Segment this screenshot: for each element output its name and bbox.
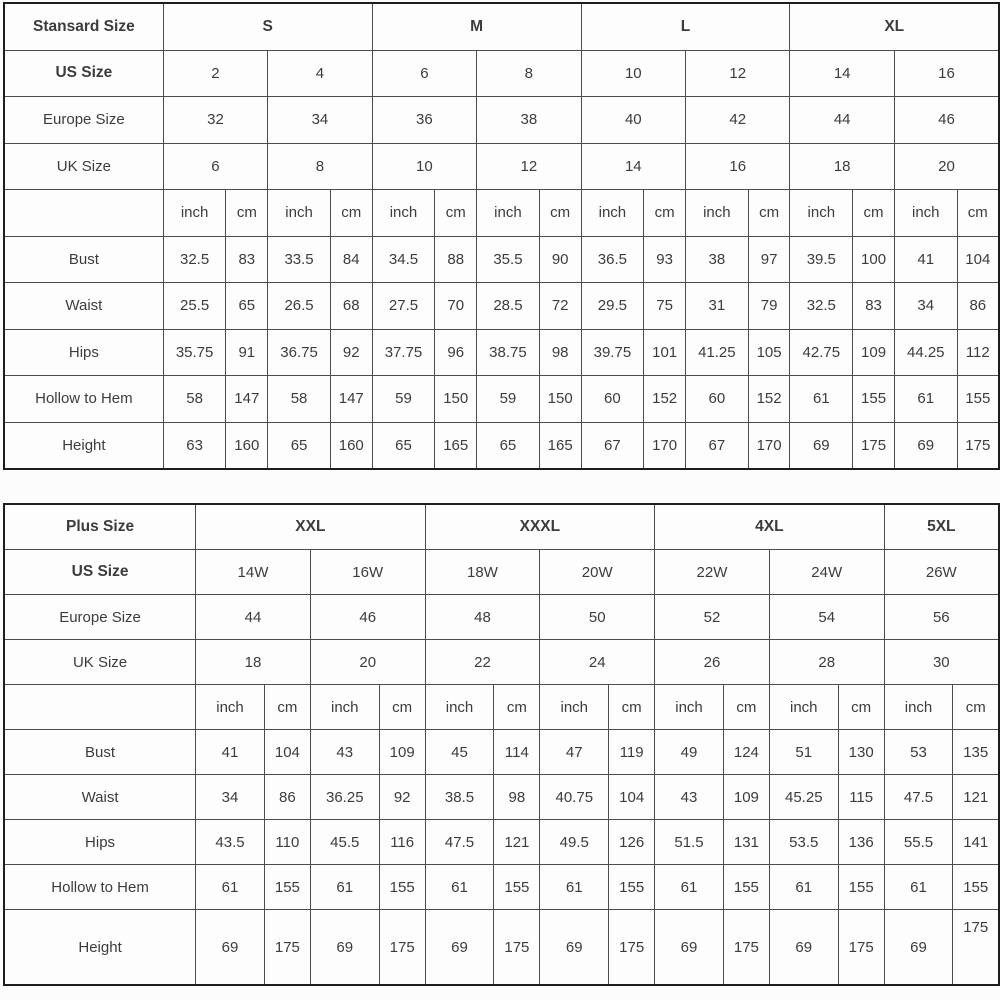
size-value: 8 [268, 143, 372, 190]
measurement-value: 70 [435, 283, 477, 330]
measurement-value: 155 [838, 865, 884, 910]
size-value: 20 [894, 143, 999, 190]
size-value: 10 [372, 143, 476, 190]
unit-inch-label: inch [196, 685, 265, 730]
measurement-value: 105 [748, 329, 790, 376]
measurement-row [4, 422, 999, 469]
measurement-value: 130 [838, 730, 884, 775]
measurement-value: 43 [310, 730, 379, 775]
measurement-value: 67 [686, 422, 749, 469]
size-value: 30 [884, 640, 999, 685]
row-label: Hips [4, 820, 196, 865]
measurement-value: 59 [477, 376, 540, 423]
size-value: 22 [425, 640, 540, 685]
measurement-value: 155 [953, 865, 999, 910]
empty-corner-cell [4, 685, 196, 730]
measurement-value: 36.75 [268, 329, 331, 376]
measurement-value: 150 [435, 376, 477, 423]
measurement-value: 61 [884, 865, 953, 910]
measurement-value: 55.5 [884, 820, 953, 865]
size-group-header: M [372, 3, 581, 50]
measurement-value: 61 [790, 376, 853, 423]
measurement-value: 33.5 [268, 236, 331, 283]
measurement-value: 41 [196, 730, 265, 775]
row-label: Hollow to Hem [4, 376, 163, 423]
measurement-value: 65 [372, 422, 435, 469]
measurement-value: 88 [435, 236, 477, 283]
measurement-value: 72 [539, 283, 581, 330]
measurement-value: 61 [894, 376, 957, 423]
size-group-header: S [163, 3, 372, 50]
measurement-value: 47 [540, 730, 609, 775]
measurement-value: 44.25 [894, 329, 957, 376]
measurement-value: 47.5 [884, 775, 953, 820]
measurement-value: 41.25 [686, 329, 749, 376]
measurement-value: 43.5 [196, 820, 265, 865]
measurement-value: 104 [957, 236, 999, 283]
measurement-value: 175 [494, 910, 540, 986]
unit-cm-label: cm [435, 190, 477, 237]
measurement-value: 45.25 [769, 775, 838, 820]
measurement-value: 38.75 [477, 329, 540, 376]
measurement-value: 26.5 [268, 283, 331, 330]
measurement-value: 170 [644, 422, 686, 469]
size-conversion-row [4, 595, 999, 640]
measurement-value: 124 [723, 730, 769, 775]
measurement-value: 165 [435, 422, 477, 469]
size-value: 24W [769, 550, 884, 595]
size-value: 6 [372, 50, 476, 97]
size-conversion-row [4, 143, 999, 190]
unit-cm-label: cm [957, 190, 999, 237]
measurement-value: 175 [957, 422, 999, 469]
unit-inch-label: inch [581, 190, 644, 237]
size-group-header: XXL [196, 504, 426, 550]
measurement-value: 35.5 [477, 236, 540, 283]
measurement-value: 160 [330, 422, 372, 469]
unit-inch-label: inch [425, 685, 494, 730]
measurement-value: 141 [953, 820, 999, 865]
measurement-value: 155 [957, 376, 999, 423]
measurement-value: 58 [163, 376, 226, 423]
measurement-value: 131 [723, 820, 769, 865]
corner-label: Plus Size [4, 504, 196, 550]
measurement-value: 96 [435, 329, 477, 376]
unit-cm-label: cm [723, 685, 769, 730]
measurement-value: 61 [310, 865, 379, 910]
measurement-value: 61 [540, 865, 609, 910]
measurement-value: 109 [723, 775, 769, 820]
measurement-value: 60 [686, 376, 749, 423]
row-label: Hips [4, 329, 163, 376]
measurement-value: 175 [838, 910, 884, 986]
row-label: Europe Size [4, 97, 163, 144]
measurement-value: 126 [609, 820, 655, 865]
measurement-value: 150 [539, 376, 581, 423]
measurement-row [4, 775, 999, 820]
row-label: Waist [4, 283, 163, 330]
measurement-value: 25.5 [163, 283, 226, 330]
measurement-value: 175 [264, 910, 310, 986]
measurement-value: 155 [609, 865, 655, 910]
size-conversion-row [4, 97, 999, 144]
measurement-value: 53.5 [769, 820, 838, 865]
size-value: 32 [163, 97, 267, 144]
unit-cm-label: cm [494, 685, 540, 730]
measurement-row [4, 865, 999, 910]
unit-inch-label: inch [686, 190, 749, 237]
size-value: 18 [790, 143, 894, 190]
size-value: 34 [268, 97, 372, 144]
row-label: Bust [4, 236, 163, 283]
measurement-value: 92 [379, 775, 425, 820]
unit-cm-label: cm [226, 190, 268, 237]
measurement-value: 175 [953, 910, 999, 986]
measurement-value: 65 [268, 422, 331, 469]
measurement-value: 170 [748, 422, 790, 469]
unit-inch-label: inch [268, 190, 331, 237]
measurement-value: 34.5 [372, 236, 435, 283]
row-label: Hollow to Hem [4, 865, 196, 910]
size-value: 20W [540, 550, 655, 595]
size-group-header: 5XL [884, 504, 999, 550]
size-value: 46 [310, 595, 425, 640]
measurement-value: 90 [539, 236, 581, 283]
measurement-value: 49.5 [540, 820, 609, 865]
unit-header-row [4, 685, 999, 730]
measurement-value: 32.5 [163, 236, 226, 283]
measurement-value: 155 [723, 865, 769, 910]
measurement-value: 135 [953, 730, 999, 775]
measurement-value: 147 [330, 376, 372, 423]
size-value: 24 [540, 640, 655, 685]
unit-inch-label: inch [894, 190, 957, 237]
size-value: 16 [686, 143, 790, 190]
measurement-value: 27.5 [372, 283, 435, 330]
size-group-header: 4XL [655, 504, 885, 550]
size-value: 18W [425, 550, 540, 595]
measurement-value: 65 [477, 422, 540, 469]
measurement-row [4, 329, 999, 376]
measurement-value: 101 [644, 329, 686, 376]
size-chart-table-plus [3, 503, 1000, 986]
measurement-value: 43 [655, 775, 724, 820]
measurement-value: 136 [838, 820, 884, 865]
measurement-value: 155 [853, 376, 895, 423]
size-group-header: XL [790, 3, 999, 50]
measurement-value: 97 [748, 236, 790, 283]
measurement-value: 175 [723, 910, 769, 986]
measurement-row [4, 283, 999, 330]
measurement-value: 75 [644, 283, 686, 330]
size-value: 12 [686, 50, 790, 97]
measurement-value: 61 [655, 865, 724, 910]
size-value: 8 [477, 50, 581, 97]
size-conversion-row [4, 640, 999, 685]
measurement-value: 175 [379, 910, 425, 986]
measurement-value: 53 [884, 730, 953, 775]
measurement-value: 59 [372, 376, 435, 423]
size-value: 52 [655, 595, 770, 640]
measurement-value: 49 [655, 730, 724, 775]
measurement-value: 91 [226, 329, 268, 376]
measurement-value: 69 [196, 910, 265, 986]
unit-cm-label: cm [609, 685, 655, 730]
measurement-value: 119 [609, 730, 655, 775]
unit-inch-label: inch [769, 685, 838, 730]
measurement-value: 79 [748, 283, 790, 330]
measurement-value: 60 [581, 376, 644, 423]
measurement-value: 100 [853, 236, 895, 283]
size-value: 22W [655, 550, 770, 595]
measurement-value: 112 [957, 329, 999, 376]
measurement-value: 160 [226, 422, 268, 469]
measurement-row [4, 376, 999, 423]
unit-cm-label: cm [330, 190, 372, 237]
measurement-value: 51.5 [655, 820, 724, 865]
unit-inch-label: inch [310, 685, 379, 730]
measurement-value: 39.75 [581, 329, 644, 376]
unit-cm-label: cm [379, 685, 425, 730]
measurement-value: 67 [581, 422, 644, 469]
measurement-value: 29.5 [581, 283, 644, 330]
measurement-value: 83 [853, 283, 895, 330]
unit-cm-label: cm [953, 685, 999, 730]
unit-inch-label: inch [372, 190, 435, 237]
measurement-value: 116 [379, 820, 425, 865]
measurement-value: 165 [539, 422, 581, 469]
size-group-header-row [4, 3, 999, 50]
size-conversion-row [4, 550, 999, 595]
measurement-value: 104 [609, 775, 655, 820]
measurement-value: 61 [196, 865, 265, 910]
size-group-header: XXXL [425, 504, 655, 550]
measurement-value: 51 [769, 730, 838, 775]
size-value: 36 [372, 97, 476, 144]
size-value: 38 [477, 97, 581, 144]
empty-corner-cell [4, 190, 163, 237]
row-label: Europe Size [4, 595, 196, 640]
row-label: Bust [4, 730, 196, 775]
size-value: 28 [769, 640, 884, 685]
measurement-value: 109 [853, 329, 895, 376]
unit-inch-label: inch [540, 685, 609, 730]
measurement-value: 28.5 [477, 283, 540, 330]
measurement-value: 93 [644, 236, 686, 283]
size-value: 56 [884, 595, 999, 640]
size-value: 10 [581, 50, 685, 97]
measurement-value: 147 [226, 376, 268, 423]
unit-cm-label: cm [853, 190, 895, 237]
measurement-value: 63 [163, 422, 226, 469]
size-group-header: L [581, 3, 790, 50]
measurement-value: 155 [379, 865, 425, 910]
measurement-value: 104 [264, 730, 310, 775]
measurement-value: 65 [226, 283, 268, 330]
size-value: 40 [581, 97, 685, 144]
measurement-value: 121 [953, 775, 999, 820]
size-value: 14 [790, 50, 894, 97]
measurement-value: 175 [853, 422, 895, 469]
measurement-value: 69 [310, 910, 379, 986]
measurement-value: 86 [264, 775, 310, 820]
measurement-value: 86 [957, 283, 999, 330]
size-value: 26W [884, 550, 999, 595]
unit-cm-label: cm [264, 685, 310, 730]
size-value: 6 [163, 143, 267, 190]
measurement-value: 84 [330, 236, 372, 283]
corner-label: Stansard Size [4, 3, 163, 50]
measurement-value: 175 [609, 910, 655, 986]
measurement-value: 69 [790, 422, 853, 469]
measurement-value: 69 [884, 910, 953, 986]
measurement-value: 155 [494, 865, 540, 910]
unit-inch-label: inch [790, 190, 853, 237]
size-value: 14W [196, 550, 311, 595]
unit-cm-label: cm [539, 190, 581, 237]
size-value: 14 [581, 143, 685, 190]
measurement-row [4, 910, 999, 986]
measurement-value: 34 [894, 283, 957, 330]
unit-cm-label: cm [644, 190, 686, 237]
measurement-value: 39.5 [790, 236, 853, 283]
size-conversion-row [4, 50, 999, 97]
measurement-value: 110 [264, 820, 310, 865]
size-value: 54 [769, 595, 884, 640]
size-value: 46 [894, 97, 999, 144]
measurement-value: 121 [494, 820, 540, 865]
size-value: 42 [686, 97, 790, 144]
measurement-value: 31 [686, 283, 749, 330]
size-value: 44 [790, 97, 894, 144]
unit-inch-label: inch [655, 685, 724, 730]
row-label: US Size [4, 50, 163, 97]
size-chart-table-standard [3, 2, 1000, 470]
measurement-value: 36.25 [310, 775, 379, 820]
size-value: 12 [477, 143, 581, 190]
size-value: 20 [310, 640, 425, 685]
measurement-row [4, 730, 999, 775]
measurement-value: 109 [379, 730, 425, 775]
measurement-value: 155 [264, 865, 310, 910]
row-label: UK Size [4, 143, 163, 190]
measurement-row [4, 236, 999, 283]
measurement-value: 38.5 [425, 775, 494, 820]
row-label: Height [4, 910, 196, 986]
size-group-header-row [4, 504, 999, 550]
size-value: 48 [425, 595, 540, 640]
unit-inch-label: inch [884, 685, 953, 730]
size-value: 2 [163, 50, 267, 97]
size-value: 4 [268, 50, 372, 97]
measurement-value: 41 [894, 236, 957, 283]
size-value: 44 [196, 595, 311, 640]
measurement-value: 42.75 [790, 329, 853, 376]
measurement-value: 92 [330, 329, 372, 376]
measurement-value: 152 [748, 376, 790, 423]
unit-inch-label: inch [163, 190, 226, 237]
measurement-value: 152 [644, 376, 686, 423]
row-label: US Size [4, 550, 196, 595]
size-value: 50 [540, 595, 655, 640]
measurement-value: 69 [655, 910, 724, 986]
size-value: 18 [196, 640, 311, 685]
measurement-value: 36.5 [581, 236, 644, 283]
measurement-value: 69 [540, 910, 609, 986]
measurement-value: 68 [330, 283, 372, 330]
measurement-value: 69 [769, 910, 838, 986]
row-label: UK Size [4, 640, 196, 685]
unit-header-row [4, 190, 999, 237]
measurement-value: 47.5 [425, 820, 494, 865]
measurement-value: 35.75 [163, 329, 226, 376]
measurement-value: 98 [494, 775, 540, 820]
measurement-row [4, 820, 999, 865]
row-label: Height [4, 422, 163, 469]
size-value: 16W [310, 550, 425, 595]
unit-cm-label: cm [748, 190, 790, 237]
measurement-value: 40.75 [540, 775, 609, 820]
measurement-value: 38 [686, 236, 749, 283]
measurement-value: 58 [268, 376, 331, 423]
measurement-value: 69 [894, 422, 957, 469]
measurement-value: 98 [539, 329, 581, 376]
measurement-value: 32.5 [790, 283, 853, 330]
measurement-value: 69 [425, 910, 494, 986]
measurement-value: 45.5 [310, 820, 379, 865]
measurement-value: 114 [494, 730, 540, 775]
measurement-value: 61 [425, 865, 494, 910]
measurement-value: 115 [838, 775, 884, 820]
measurement-value: 34 [196, 775, 265, 820]
unit-cm-label: cm [838, 685, 884, 730]
unit-inch-label: inch [477, 190, 540, 237]
row-label: Waist [4, 775, 196, 820]
measurement-value: 61 [769, 865, 838, 910]
size-value: 26 [655, 640, 770, 685]
measurement-value: 83 [226, 236, 268, 283]
size-value: 16 [894, 50, 999, 97]
measurement-value: 45 [425, 730, 494, 775]
measurement-value: 37.75 [372, 329, 435, 376]
